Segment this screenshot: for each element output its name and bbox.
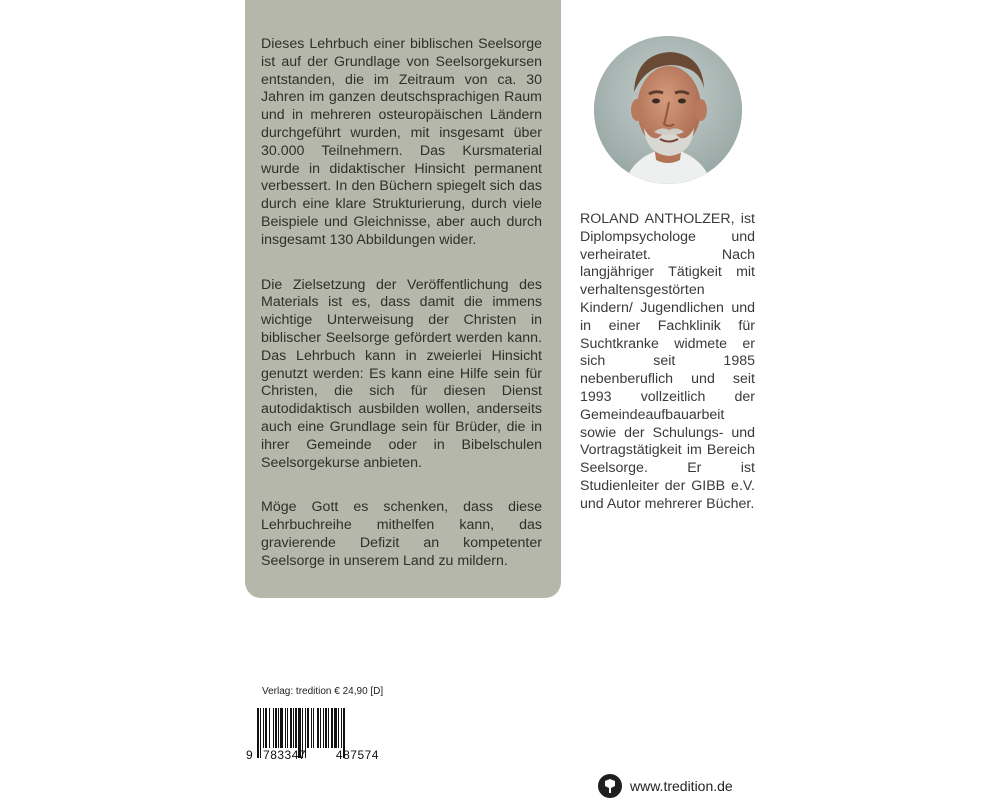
author-photo	[594, 36, 742, 184]
isbn-group-1: 783347	[263, 748, 307, 762]
blurb-text	[261, 36, 542, 598]
blurb-paragraph-1: Dieses Lehrbuch einer biblischen Seelsorge ist auf der Grundlage von Seelsorgekursen entstanden, die im Zeitraum von ca. 30 Jahren im ganzen deutschsprachigen Raum und in mehreren osteuropäischen Ländern durchgeführt wurden, mit insgesamt über 30.000 Teilnehmern. Das Kursmaterial wurde in didaktischer Hinsicht permanent verbessert. In den Büchern spiegelt sich das durch eine klare Strukturierung, durch viele Beispiele und Gleichnisse, aber auch durch insgesamt 130 Abbildungen wider.	[261, 36, 542, 248]
blurb-panel	[245, 0, 561, 598]
blurb-paragraph-3: Möge Gott es schenken, dass diese Lehrbuchreihe mithelfen kann, das gravierende Defizit an kompetenter Seelsorge in unserem Land zu mildern.	[261, 499, 542, 569]
author-portrait-image	[594, 36, 742, 184]
isbn-digits	[246, 748, 379, 762]
isbn-first-digit: 9	[246, 748, 254, 762]
tredition-logo-icon	[598, 774, 622, 798]
author-bio: ROLAND ANTHOLZER, ist Diplompsychologe und verheiratet. Nach langjähriger Tätigkeit mit verhaltensgestörten Kindern/ Jugendlichen und in einer Fachklinik für Suchtkranke widmete er sich seit 1985 nebenberuflich und seit 1993 vollzeitlich der Gemeindeaufbauarbeit sowie der Schulungs- und Vortragstätigkeit im Bereich Seelsorge. Er ist Studienleiter der GIBB e.V. und Autor mehrerer Bücher.	[580, 211, 755, 512]
blurb-paragraph-2: Die Zielsetzung der Veröffentlichung des Materials ist es, dass damit die immens wichtige Unterweisung der Christen in biblischer Seelsorge gefördert werden kann. Das Lehrbuch kann in zweierlei Hinsicht genutzt werden: Es kann eine Hilfe sein für Christen, die sich für diesen Dienst autodidaktisch ausbilden wollen, anderseits auch eine Grundlage sein für Brüder, die in ihrer Gemeinde oder in Bibelschulen Seelsorgekurse anbieten.	[261, 276, 542, 471]
publisher-website-link[interactable]: www.tredition.de	[630, 778, 733, 794]
isbn-group-2: 487574	[335, 748, 379, 762]
publisher-price-line: Verlag: tredition € 24,90 [D]	[262, 686, 384, 697]
